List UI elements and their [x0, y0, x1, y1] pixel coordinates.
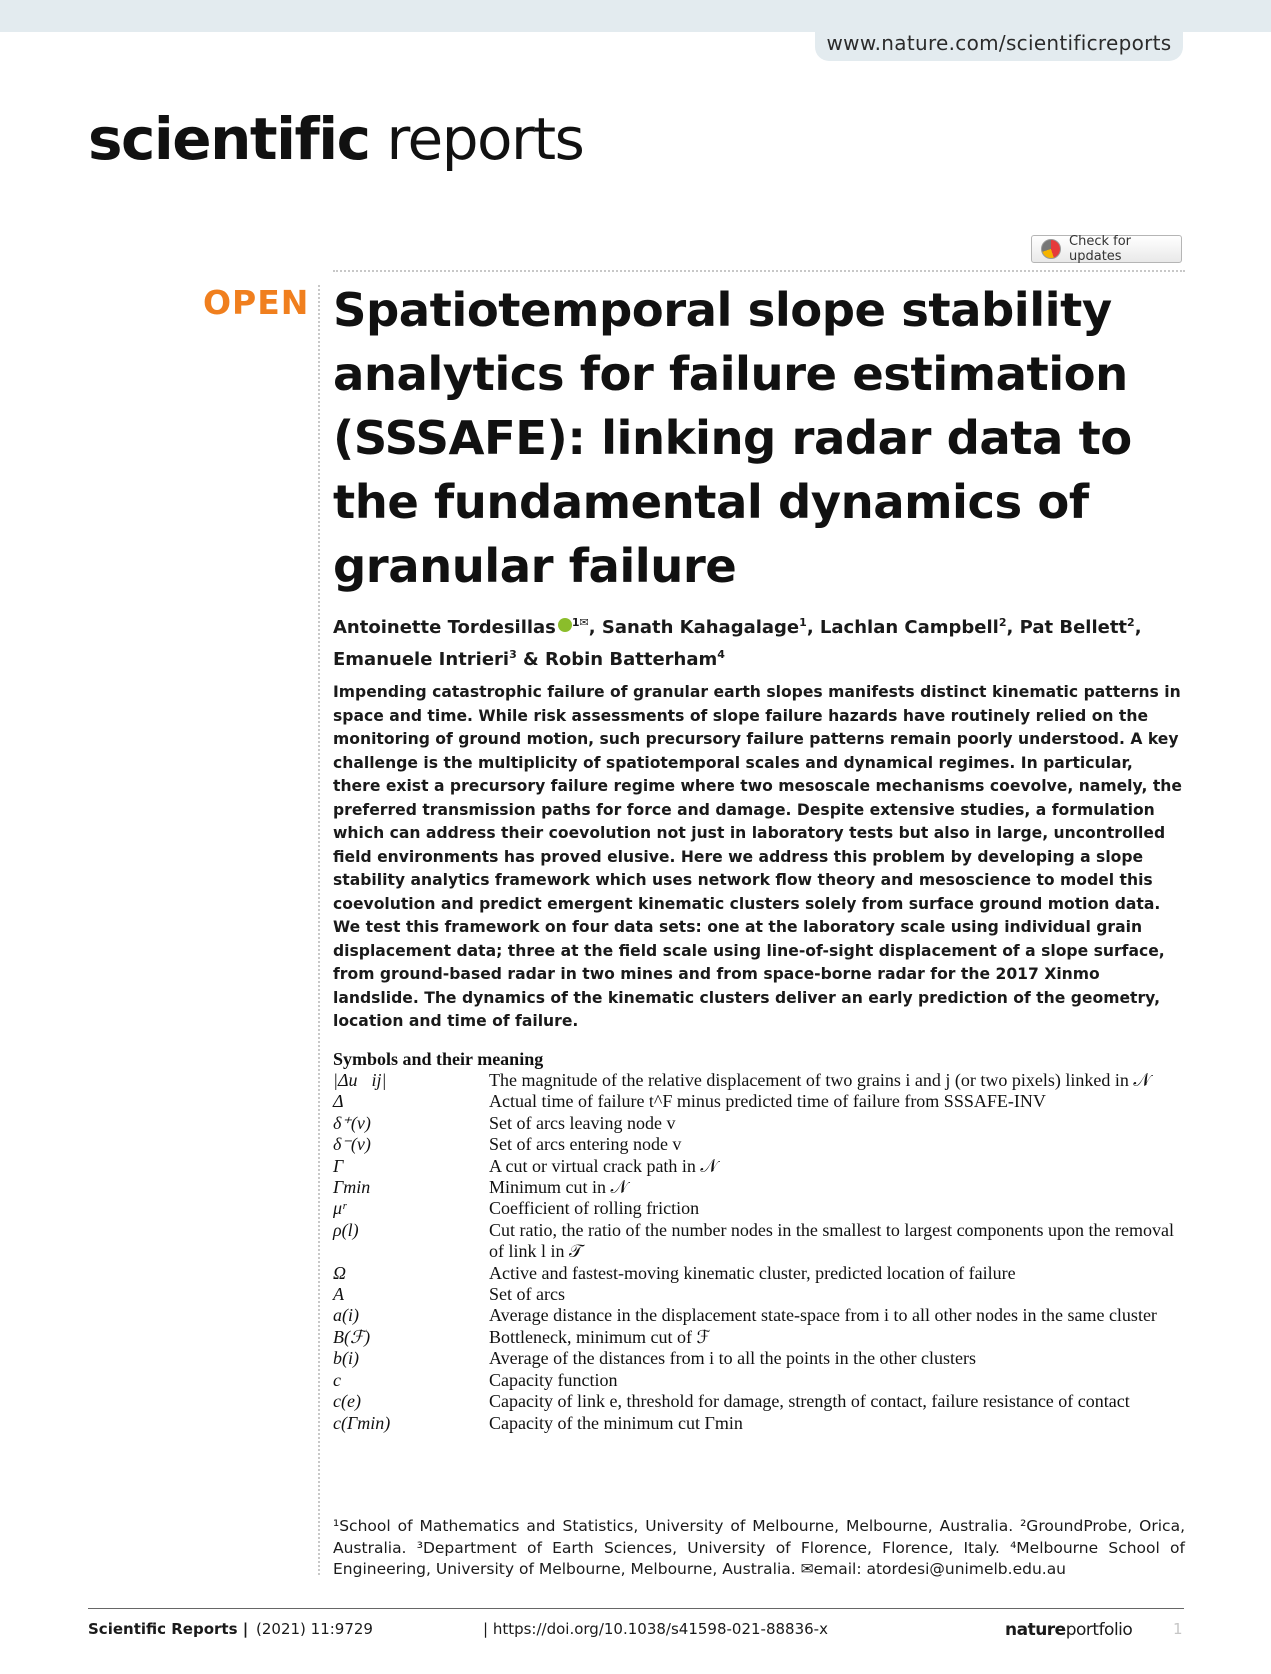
author-separator: , — [1006, 617, 1020, 638]
check-for-updates-label: Check for updates — [1069, 234, 1131, 264]
symbol-row — [333, 1391, 1185, 1412]
author-separator: , — [588, 617, 602, 638]
symbol-row — [333, 1156, 1185, 1177]
crossmark-icon — [1041, 239, 1061, 259]
orcid-icon[interactable] — [558, 618, 572, 632]
meaning-cell: The magnitude of the relative displacement of two grains i and j (or two pixels) linked in 𝒩 — [489, 1070, 1151, 1090]
meaning-cell: Capacity of link e, threshold for damage, strength of contact, failure resistance of contact — [489, 1391, 1130, 1412]
meaning-cell: Set of arcs — [489, 1284, 565, 1305]
author-affiliation-mark: 4 — [717, 648, 725, 661]
footer-journal: Scientific Reports | — [88, 1620, 249, 1638]
author-affiliation-mark: 2 — [998, 616, 1007, 629]
symbol-cell: Ω — [333, 1262, 347, 1283]
nature-portfolio-logo — [1005, 1620, 1132, 1640]
symbol-row — [333, 1284, 1185, 1305]
symbols-table — [333, 1070, 1185, 1434]
symbol-row — [333, 1198, 1185, 1219]
article-title: Spatiotemporal slope stability analytics for failure estimation (SSSAFE): linking radar data to the fundamental dynamics of granular failure — [333, 283, 1132, 593]
meaning-cell: Capacity of the minimum cut Γmin — [489, 1412, 743, 1433]
brand-bold: nature — [1005, 1620, 1066, 1640]
symbol-cell: δ⁺(v) — [333, 1112, 371, 1133]
author-name[interactable]: Antoinette Tordesillas — [333, 617, 556, 638]
meaning-cell: Bottleneck, minimum cut of ℱ — [489, 1326, 711, 1347]
meaning-cell: Capacity function — [489, 1369, 618, 1390]
symbol-row — [333, 1413, 1185, 1434]
author-separator: , — [1134, 617, 1142, 638]
meaning-cell: Average distance in the displacement state-space from i to all other nodes in the same cluster — [489, 1305, 1157, 1326]
symbol-row — [333, 1091, 1185, 1112]
footer-rule — [88, 1608, 1184, 1609]
footer-doi-link[interactable]: | https://doi.org/10.1038/s41598-021-88836-x — [483, 1620, 828, 1638]
author-name[interactable]: Emanuele Intrieri — [333, 649, 510, 670]
meaning-cell: Average of the distances from i to all the points in the other clusters — [489, 1348, 977, 1369]
author-name[interactable]: Pat Bellett — [1019, 617, 1128, 638]
symbol-cell: c(Γmin) — [333, 1412, 391, 1433]
meaning-cell: Active and fastest-moving kinematic cluster, predicted location of failure — [489, 1262, 1016, 1283]
journal-url[interactable]: www.nature.com/scientificreports — [815, 26, 1183, 61]
meaning-cell: Cut ratio, the ratio of the number nodes in the smallest to largest components upon the removal of link l in 𝒯 — [489, 1219, 1175, 1262]
author-list — [333, 609, 1183, 673]
symbol-cell: Δ — [333, 1091, 344, 1112]
symbol-row — [333, 1305, 1185, 1326]
symbol-row — [333, 1263, 1185, 1284]
logo-bold: scientific — [88, 105, 370, 173]
author-name[interactable]: Lachlan Campbell — [819, 617, 999, 638]
symbol-cell: c(e) — [333, 1391, 361, 1412]
symbol-cell: A — [333, 1284, 344, 1305]
page-number: 1 — [1173, 1620, 1183, 1638]
symbol-row — [333, 1134, 1185, 1155]
author-affiliation-mark: 1✉ — [571, 616, 589, 629]
symbol-cell: μʳ — [333, 1198, 347, 1219]
footer-citation: (2021) 11:9729 — [256, 1620, 373, 1638]
dotted-divider-horizontal — [333, 270, 1185, 272]
symbols-heading: Symbols and their meaning — [333, 1049, 544, 1069]
symbol-cell: Γmin — [333, 1177, 371, 1198]
author-separator: , — [806, 617, 820, 638]
logo-light: reports — [369, 105, 584, 173]
symbol-cell: b(i) — [333, 1348, 359, 1369]
symbol-row — [333, 1177, 1185, 1198]
meaning-cell: Set of arcs leaving node v — [489, 1112, 676, 1133]
author-name[interactable]: Sanath Kahagalage — [601, 617, 800, 638]
meaning-cell: Minimum cut in 𝒩 — [489, 1177, 628, 1198]
open-access-label: OPEN — [203, 283, 310, 322]
symbol-row — [333, 1327, 1185, 1348]
meaning-cell: Set of arcs entering node v — [489, 1134, 682, 1155]
author-affiliation-mark: 1 — [799, 616, 807, 629]
dotted-divider-vertical — [318, 285, 320, 1575]
author-name[interactable]: Robin Batterham — [545, 649, 718, 670]
symbol-cell: Γ — [333, 1155, 344, 1176]
symbol-cell: c — [333, 1369, 341, 1390]
symbol-cell: |Δu⃗ij| — [333, 1070, 387, 1090]
author-affiliation-mark: 3 — [509, 648, 517, 661]
symbol-row — [333, 1370, 1185, 1391]
symbol-cell: B(ℱ) — [333, 1326, 371, 1347]
symbol-row — [333, 1113, 1185, 1134]
symbol-cell: δ⁻(v) — [333, 1134, 371, 1155]
meaning-cell: Coefficient of rolling friction — [489, 1198, 700, 1219]
check-for-updates-button[interactable] — [1031, 235, 1182, 263]
abstract: Impending catastrophic failure of granular earth slopes manifests distinct kinematic patterns in space and time. While risk assessments of slope failure hazards have routinely relied on the monitoring of ground motion, such precursory failure patterns remain poorly understood. A key challenge is the multiplicity of spatiotemporal scales and dynamical regimes. In particular, there exist a precursory failure regime where two mesoscale mechanisms coevolve, namely, the preferred transmission paths for force and damage. Despite extensive studies, a formulation which can address their coevolution not just in laboratory tests but also in large, uncontrolled field environments has proved elusive. Here we address this problem by developing a slope stability analytics framework which uses network flow theory and mesoscience to model this coevolution and predict emergent kinematic clusters solely from surface ground motion data. We test this framework on four data sets: one at the laboratory scale using individual grain displacement data; three at the field scale using line-of-sight displacement of a slope surface, from ground-based radar in two mines and from space-borne radar for the 2017 Xinmo landslide. The dynamics of the kinematic clusters deliver an early prediction of the geometry, location and time of failure. — [333, 683, 1182, 1030]
symbol-cell: a(i) — [333, 1305, 359, 1326]
author-separator: & — [516, 649, 545, 670]
symbol-row — [333, 1348, 1185, 1369]
brand-light: portfolio — [1065, 1620, 1133, 1640]
journal-logo[interactable] — [88, 104, 583, 174]
meaning-cell: Actual time of failure t^F minus predicted time of failure from SSSAFE-INV — [489, 1091, 1046, 1112]
symbol-row — [333, 1070, 1185, 1091]
symbol-cell: ρ(l) — [333, 1219, 359, 1240]
symbol-row — [333, 1220, 1185, 1263]
author-affiliation-mark: 2 — [1127, 616, 1135, 629]
affiliations: ¹School of Mathematics and Statistics, University of Melbourne, Melbourne, Australia. ²GroundProbe, Orica, Australia. ³Department of Earth Sciences, University of Florence, Florence, Italy. ⁴Melbourne School of Engineering, University of Melbourne, Melbourne, Australia. ✉email: atordesi@unimelb.edu.au — [333, 1517, 1185, 1578]
meaning-cell: A cut or virtual crack path in 𝒩 — [489, 1155, 718, 1176]
